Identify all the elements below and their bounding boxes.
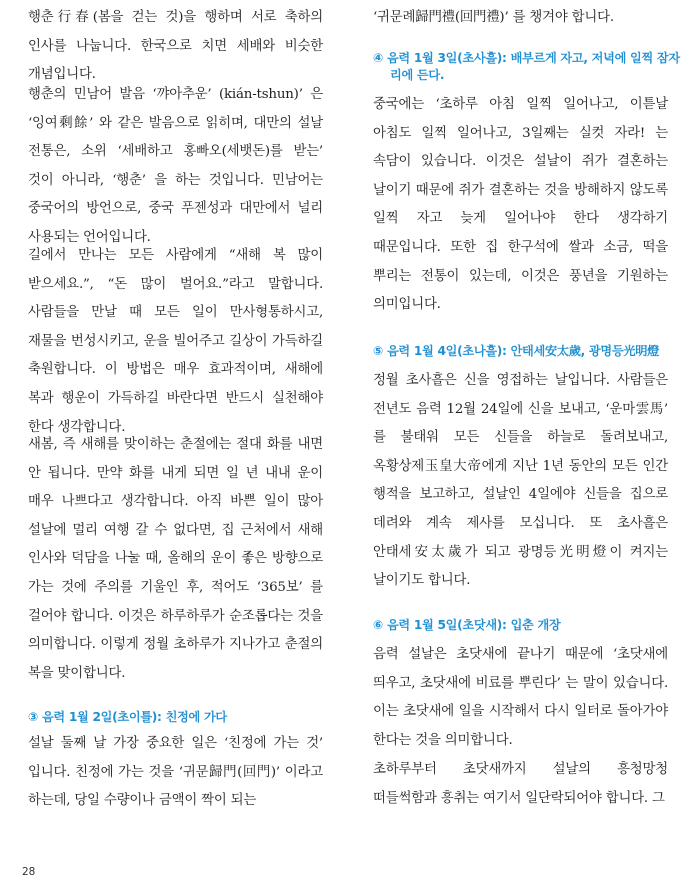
section-heading-day-3: ④ 음력 1월 3일(초사흘): 배부르게 자고, 저녁에 일찍 잠자리에 든다. (373, 51, 680, 82)
section-heading-day-4: ⑤ 음력 1월 4일(초나흘): 안태세安太歲, 광명등光明燈 (373, 344, 660, 358)
paragraph: 새봄, 즉 새해를 맞이하는 춘절에는 절대 화를 내면 안 됩니다. 만약 화를 내게 되면 일 년 내내 운이 매우 나쁘다고 생각합니다. 아직 바쁜 일이 많아 설날에 멀리 여행 갈 수 없다면, 집 근처에서 새해 인사와 덕담을 나눌 때, 올해의 운이 좋은 방향으로 가는 것에 주의를 기울인 후, 적어도 ‘365보’ 를 걸어야 합니다. 이것은 하루하루가 순조롭다는 것을 의미합니다. 이렇게 정월 초하루가 지나가고 춘절의 복을 맞이합니다. (28, 437, 323, 681)
paragraph: ‘귀문례歸門禮(回門禮)’ 를 챙겨야 합니다. (373, 10, 614, 25)
page-number: 28 (22, 866, 36, 878)
paragraph: 설날 둘째 날 가장 중요한 일은 ‘친정에 가는 것’ 입니다. 친정에 가는 것을 ‘귀문歸門(回門)’ 이라고 하는데, 당일 수량이나 금액이 짝이 되는 (28, 736, 323, 809)
paragraph: 중국에는 ‘초하루 아침 일찍 일어나고, 이튿날 아침도 일찍 일어나고, 3일째는 실컷 자라! 는 속담이 있습니다. 이것은 설날이 쥐가 결혼하는 날이기 때문에 쥐가 결혼하는 것을 방해하지 않도록 일찍 자고 늦게 일어나야 한다 생각하기 때문입니다. 또한 집 한구석에 쌀과 소금, 떡을 뿌리는 전통이 있는데, 이것은 풍년을 기원하는 의미입니다. (373, 97, 668, 313)
section-heading-day-5: ⑥ 음력 1월 5일(초닷새): 입춘 개장 (373, 618, 561, 632)
section-heading-day-2: ③ 음력 1월 2일(초이틀): 친정에 가다 (28, 710, 227, 724)
paragraph: 행춘의 민남어 발음 ‘꺄아추운’ (kián-tshun)’ 은 ‘잉여剩餘’ 와 같은 발음으로 읽히며, 대만의 설날 전통은, 소위 ‘세배하고 홍빠오(세뱃돈)를 받는’ 것이 아니라, ‘행춘’ 을 하는 것입니다. 민남어는 중국어의 방언으로, 중국 푸젠성과 대만에서 널리 사용되는 언어입니다. (28, 87, 323, 245)
paragraph: 음력 설날은 초닷새에 끝나기 때문에 ‘초닷새에 띄우고, 초닷새에 비료를 뿌린다’ 는 말이 있습니다. 이는 초닷새에 일을 시작해서 다시 일터로 돌아가야 한다는 것을 의미합니다. (373, 647, 668, 748)
paragraph: 행춘行春(봄을 걷는 것)을 행하며 서로 축하의 인사를 나눕니다. 한국으로 치면 세배와 비슷한 개념입니다. (28, 10, 323, 83)
paragraph: 길에서 만나는 모든 사람에게 “새해 복 많이 받으세요.”, “돈 많이 벌어요.”라고 말합니다. 사람들을 만날 때 모든 일이 만사형통하시고, 재물을 번성시키고, 운을 빌어주고 길상이 가득하길 축원합니다. 이 방법은 매우 효과적이며, 새해에 복과 행운이 가득하길 바란다면 반드시 실천해야 한다 생각합니다. (28, 248, 323, 435)
paragraph: 정월 초사흘은 신을 영접하는 날입니다. 사람들은 전년도 음력 12월 24일에 신을 보내고, ‘운마雲馬’ 를 불태워 모든 신들을 하늘로 돌려보내고, 옥황상제玉皇大帝에게 지난 1년 동안의 모든 인간 행적을 보고하고, 설날인 4일에야 신들을 집으로 데려와 계속 제사를 모십니다. 또 초사흘은 안태세安太歲가 되고 광명등光明燈이 켜지는 날이기도 합니다. (373, 373, 668, 589)
paragraph: 초하루부터 초닷새까지 설날의 흥청망청 떠들썩함과 흥취는 여기서 일단락되어야 합니다. 그 (373, 762, 668, 806)
